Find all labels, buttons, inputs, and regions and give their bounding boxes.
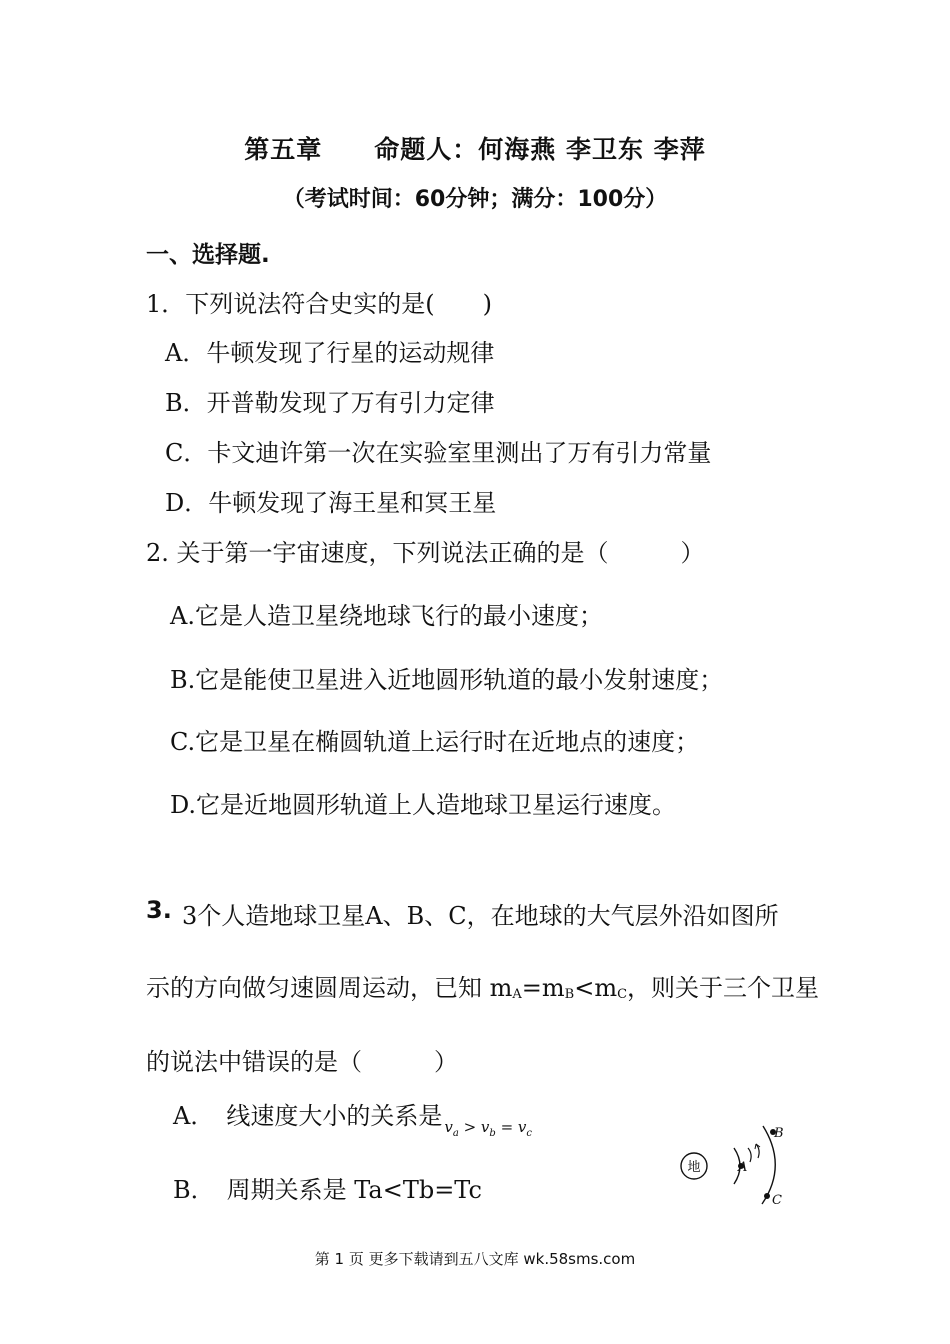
question-3-option-a-text: A． 线速度大小的关系是 bbox=[173, 1102, 443, 1130]
label-a: A bbox=[738, 1160, 748, 1175]
formula-v3: v bbox=[517, 1118, 527, 1136]
question-3-line-2-text: 示的方向做匀速圆周运动，已知 m bbox=[146, 974, 513, 1002]
question-1-option-a: A．牛顿发现了行星的运动规律 bbox=[165, 339, 495, 367]
question-2-option-a: A.它是人造卫星绕地球飞行的最小速度； bbox=[170, 602, 603, 630]
question-2-stem: 2. 关于第一宇宙速度，下列说法正确的是（ ） bbox=[146, 539, 705, 567]
page-title: 第五章 命题人：何海燕 李卫东 李萍 bbox=[244, 135, 706, 164]
formula-op2: = bbox=[495, 1118, 518, 1136]
formula-sub-a: a bbox=[452, 1128, 459, 1139]
label-b: B bbox=[774, 1126, 784, 1141]
question-3-option-b: B． 周期关系是 Ta<Tb=Tc bbox=[173, 1176, 482, 1204]
question-3-line-3: 的说法中错误的是（ ） bbox=[146, 1048, 458, 1076]
motion-arrow-outer bbox=[748, 1148, 751, 1162]
subscript-c: C bbox=[617, 987, 628, 1002]
question-1-option-d: D．牛顿发现了海王星和冥王星 bbox=[165, 489, 497, 517]
label-c: C bbox=[772, 1193, 782, 1208]
question-2-option-c: C.它是卫星在椭圆轨道上运行时在近地点的速度； bbox=[170, 728, 700, 756]
satellite-orbit-figure bbox=[670, 1118, 810, 1218]
formula-v2: v bbox=[480, 1118, 490, 1136]
question-1-option-c: C．卡文迪许第一次在实验室里测出了万有引力常量 bbox=[165, 439, 712, 467]
formula-sub-b: b bbox=[489, 1128, 496, 1139]
formula-v1: v bbox=[444, 1118, 453, 1136]
question-3-line-2-end: ，则关于三个卫星 bbox=[627, 974, 820, 1002]
question-3-line-1: 3个人造地球卫星A、B、C，在地球的大气层外沿如图所 bbox=[182, 902, 779, 930]
less-than-m: <m bbox=[574, 974, 618, 1002]
question-2-option-b: B.它是能使卫星进入近地圆形轨道的最小发射速度； bbox=[170, 666, 724, 694]
formula-sub-c: c bbox=[526, 1128, 532, 1139]
equals-m: =m bbox=[521, 974, 565, 1002]
question-1-option-b: B．开普勒发现了万有引力定律 bbox=[165, 389, 495, 417]
question-3-option-a bbox=[173, 1096, 532, 1139]
earth-label: 地 bbox=[687, 1160, 701, 1175]
exam-info: （考试时间：60分钟；满分：100分） bbox=[282, 187, 668, 212]
satellite-c-dot bbox=[764, 1193, 770, 1199]
question-1-stem: 1．下列说法符合史实的是( ) bbox=[146, 290, 492, 318]
subscript-b: B bbox=[564, 987, 575, 1002]
formula-op1: > bbox=[458, 1118, 481, 1136]
question-3-number: 3. bbox=[146, 896, 172, 924]
question-2-option-d: D.它是近地圆形轨道上人造地球卫星运行速度。 bbox=[170, 791, 677, 819]
question-3-line-2 bbox=[146, 968, 819, 1003]
velocity-formula bbox=[444, 1118, 532, 1139]
page-footer: 第 1 页 更多下载请到五八文库 wk.58sms.com bbox=[314, 1250, 636, 1268]
section-heading: 一、选择题. bbox=[146, 242, 270, 268]
subscript-a: A bbox=[512, 987, 522, 1002]
